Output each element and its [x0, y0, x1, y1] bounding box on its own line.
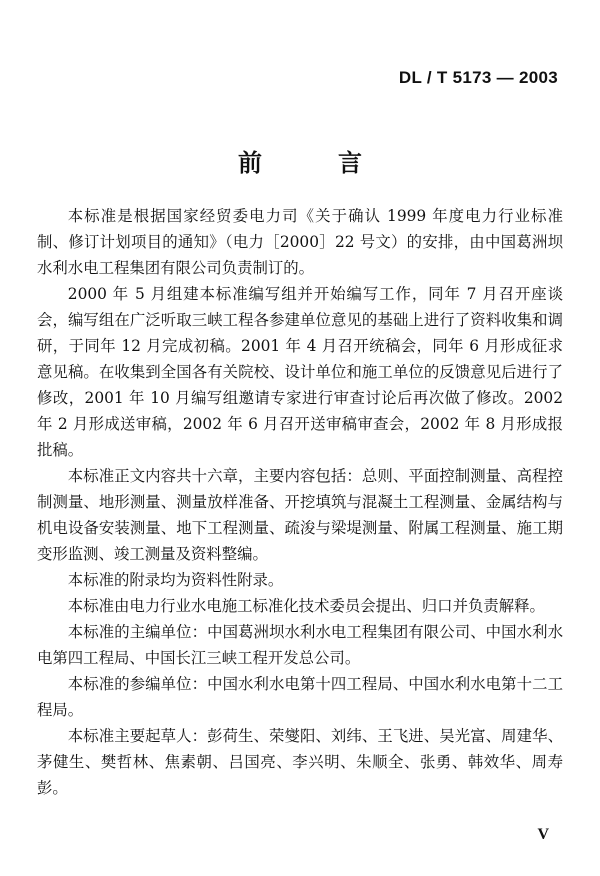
- body-text: [37, 203, 563, 801]
- paragraph-contents: 本标准正文内容共十六章，主要内容包括：总则、平面控制测量、高程控制测量、地形测量、测量放样准备、开挖填筑与混凝土工程测量、金属结构与机电设备安装测量、地下工程测量、疏浚与梁堤测量、附属工程测量、施工期变形监测、竣工测量及资料整编。: [37, 467, 563, 563]
- paragraph-drafters: 本标准主要起草人：彭荷生、荣燮阳、刘纬、王飞进、吴光富、周建华、茅健生、樊哲林、焦素朝、吕国亮、李兴明、朱顺全、张勇、韩效华、周寿彭。: [37, 727, 563, 797]
- paragraph-drafting-history: 2000 年 5 月组建本标准编写组并开始编写工作，同年 7 月召开座谈会，编写组在广泛听取三峡工程各参建单位意见的基础上进行了资料收集和调研，于同年 12 月完成初稿。2001 年 4 月召开统稿会，同年 6 月形成征求意见稿。在收集到全国各有关院校、设计单位和施工单位的反馈意见后进行了修改，2001 年 10 月编写组邀请专家进行审查讨论后再次做了修改。2002 年 2 月形成送审稿，2002 年 6 月召开送审稿审查会，2002 年 8 月形成报批稿。: [37, 285, 563, 459]
- page-number: V: [537, 826, 549, 843]
- page-title: 前 言: [238, 149, 388, 177]
- paragraph-basis: 本标准是根据国家经贸委电力司《关于确认 1999 年度电力行业标准制、修订计划项目的通知》（电力［2000］22 号文）的安排，由中国葛洲坝水利水电工程集团有限公司负责制订的。: [37, 207, 563, 277]
- paragraph-proposer: 本标准由电力行业水电施工标准化技术委员会提出、归口并负责解释。: [67, 597, 545, 615]
- paragraph-appendix: 本标准的附录均为资料性附录。: [67, 571, 284, 589]
- standard-code: DL / T 5173 — 2003: [398, 68, 558, 87]
- paragraph-chief-editors: 本标准的主编单位：中国葛洲坝水利水电工程集团有限公司、中国水利水电第四工程局、中国长江三峡工程开发总公司。: [37, 623, 563, 667]
- paragraph-participants: 本标准的参编单位：中国水利水电第十四工程局、中国水利水电第十二工程局。: [37, 675, 563, 719]
